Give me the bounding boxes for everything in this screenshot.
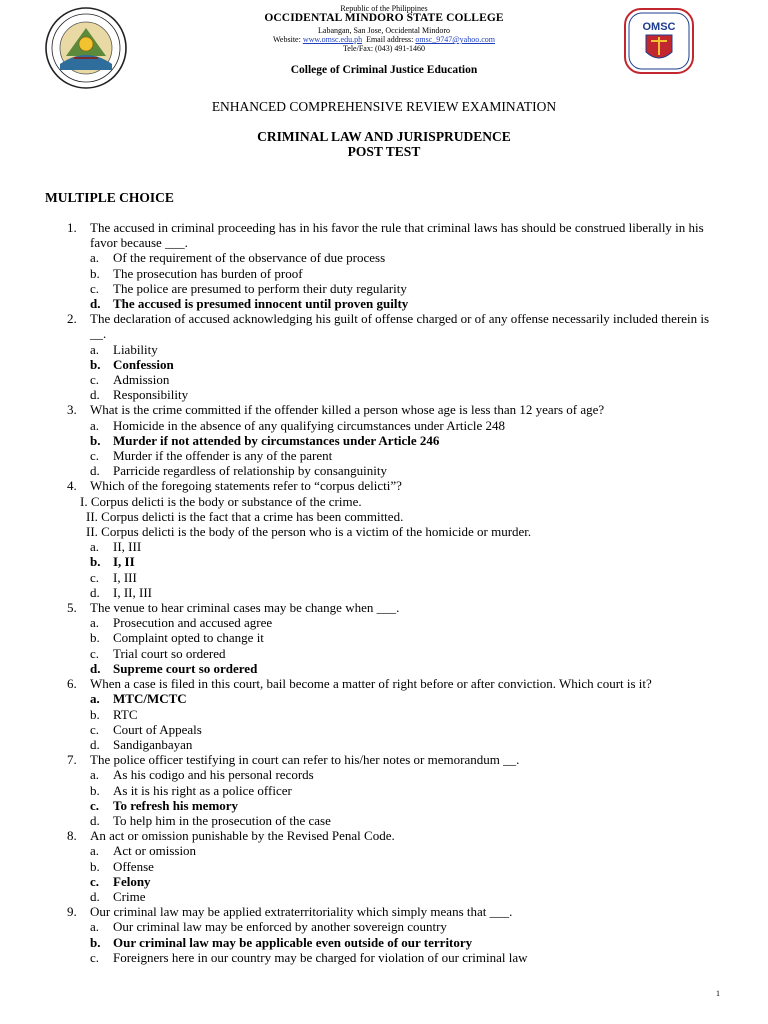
choice-text: As it is his right as a police officer xyxy=(113,782,292,798)
choice-letter: a. xyxy=(90,767,100,783)
choice-letter: b. xyxy=(90,858,100,874)
choice-text: The police are presumed to perform their duty regularity xyxy=(113,280,407,296)
svg-text:OMSC: OMSC xyxy=(642,21,676,33)
choice-letter: b. xyxy=(90,934,101,950)
choice-text: Act or omission xyxy=(113,843,197,859)
choice-letter: b. xyxy=(90,630,100,646)
website-link[interactable]: www.omsc.edu.ph xyxy=(302,35,363,44)
question-number: 2. xyxy=(67,311,77,327)
choice-item xyxy=(0,707,768,722)
choice-item-correct xyxy=(0,357,768,372)
choice-list xyxy=(0,250,768,311)
question-text: The police officer testifying in court can refer to his/her notes or memorandum __. xyxy=(90,752,520,768)
choice-letter: d. xyxy=(90,888,100,904)
choice-letter: a. xyxy=(90,417,100,433)
choice-text: Liability xyxy=(113,341,158,357)
subject-line-1: CRIMINAL LAW AND JURISPRUDENCE xyxy=(257,129,511,144)
choice-text: RTC xyxy=(113,706,138,722)
choice-item xyxy=(0,585,768,600)
choice-item-correct xyxy=(0,296,768,311)
choice-letter: d. xyxy=(90,660,101,676)
choice-letter: a. xyxy=(90,691,100,707)
choice-letter: d. xyxy=(90,812,100,828)
choice-item xyxy=(0,418,768,433)
contact-line xyxy=(150,35,618,44)
question-item xyxy=(0,600,768,676)
choice-item xyxy=(0,281,768,296)
choice-text: I, III xyxy=(113,569,137,585)
choice-text: Of the requirement of the observance of due process xyxy=(113,250,386,266)
email-link[interactable]: omsc_9747@yahoo.com xyxy=(415,35,495,44)
choice-text: To refresh his memory xyxy=(113,797,239,813)
email-label: Email address: xyxy=(366,35,414,44)
question-list xyxy=(0,220,768,965)
question-text: An act or omission punishable by the Revised Penal Code. xyxy=(90,828,395,844)
choice-item xyxy=(0,250,768,265)
choice-text: To help him in the prosecution of the case xyxy=(113,812,331,828)
choice-list xyxy=(0,691,768,752)
choice-letter: b. xyxy=(90,782,100,798)
choice-letter: c. xyxy=(90,448,100,464)
choice-item xyxy=(0,737,768,752)
choice-item xyxy=(0,646,768,661)
choice-text: MTC/MCTC xyxy=(113,691,187,707)
question-text: The declaration of accused acknowledging his guilt of offense charged or of any offense necessarily included therein is __. xyxy=(90,311,710,342)
choice-text: Supreme court so ordered xyxy=(113,660,258,676)
choice-item xyxy=(0,630,768,645)
choice-list xyxy=(0,843,768,904)
choice-item xyxy=(0,919,768,934)
website-label: Website: xyxy=(273,35,301,44)
choice-text: Murder if not attended by circumstances under Article 246 xyxy=(113,432,440,448)
choice-letter: c. xyxy=(90,721,100,737)
question-statement: I. Corpus delicti is the body or substance of the crime. xyxy=(80,493,362,509)
choice-text: Trial court so ordered xyxy=(113,645,226,661)
choice-letter: a. xyxy=(90,919,100,935)
choice-item-correct xyxy=(0,935,768,950)
question-item xyxy=(0,402,768,478)
choice-item xyxy=(0,266,768,281)
choice-text: The accused is presumed innocent until proven guilty xyxy=(113,296,409,312)
choice-item xyxy=(0,859,768,874)
choice-item xyxy=(0,843,768,858)
question-item xyxy=(0,904,768,965)
choice-text: Admission xyxy=(113,372,170,388)
choice-text: Prosecution and accused agree xyxy=(113,615,273,631)
choice-text: Court of Appeals xyxy=(113,721,202,737)
choice-text: Our criminal law may be applicable even outside of our territory xyxy=(113,934,473,950)
choice-letter: c. xyxy=(90,372,100,388)
choice-letter: b. xyxy=(90,356,101,372)
question-item xyxy=(0,311,768,402)
page-number: 1 xyxy=(716,989,720,998)
exam-title: ENHANCED COMPREHENSIVE REVIEW EXAMINATION xyxy=(211,99,557,114)
choice-item xyxy=(0,722,768,737)
choice-list xyxy=(0,539,768,600)
question-text: The venue to hear criminal cases may be change when ___. xyxy=(90,600,400,616)
choice-item xyxy=(0,570,768,585)
choice-letter: a. xyxy=(90,341,100,357)
question-number: 6. xyxy=(67,676,77,692)
question-statement: II. Corpus delicti is the body of the person who is a victim of the homicide or murder. xyxy=(86,524,532,540)
choice-letter: d. xyxy=(90,584,100,600)
choice-text: Foreigners here in our country may be charged for violation of our criminal law xyxy=(113,949,528,965)
choice-text: I, II, III xyxy=(113,584,152,600)
choice-item xyxy=(0,813,768,828)
department-name: College of Criminal Justice Education xyxy=(290,64,478,76)
question-number: 4. xyxy=(67,478,77,494)
choice-item xyxy=(0,783,768,798)
question-text: What is the crime committed if the offender killed a person whose age is less than 12 years of age? xyxy=(90,402,605,418)
choice-item-correct xyxy=(0,798,768,813)
college-name: OCCIDENTAL MINDORO STATE COLLEGE xyxy=(264,12,504,24)
choice-text: I, II xyxy=(113,554,135,570)
college-seal-logo xyxy=(44,6,128,90)
choice-list xyxy=(0,342,768,403)
choice-item xyxy=(0,889,768,904)
choice-list xyxy=(0,767,768,828)
choice-text: Confession xyxy=(113,356,174,372)
question-item xyxy=(0,828,768,904)
question-statement: II. Corpus delicti is the fact that a crime has been committed. xyxy=(86,508,404,524)
choice-letter: c. xyxy=(90,949,100,965)
telfax-line: Tele/Fax: (043) 491-1460 xyxy=(342,44,426,53)
choice-item-correct xyxy=(0,691,768,706)
question-text: Which of the foregoing statements refer to “corpus delicti”? xyxy=(90,478,402,494)
choice-letter: d. xyxy=(90,296,101,312)
choice-letter: c. xyxy=(90,645,100,661)
question-text: When a case is filed in this court, bail become a matter of right before or after conviction. Which court is it? xyxy=(90,676,652,692)
choice-letter: a. xyxy=(90,843,100,859)
choice-letter: b. xyxy=(90,554,101,570)
republic-line: Republic of the Philippines xyxy=(340,4,428,13)
choice-list xyxy=(0,418,768,479)
choice-text: Sandiganbayan xyxy=(113,736,193,752)
choice-text: Felony xyxy=(113,873,151,889)
choice-item xyxy=(0,342,768,357)
choice-text: Offense xyxy=(113,858,154,874)
choice-text: Our criminal law may be enforced by another sovereign country xyxy=(113,919,447,935)
choice-letter: b. xyxy=(90,432,101,448)
choice-text: Complaint opted to change it xyxy=(113,630,264,646)
question-item xyxy=(0,676,768,752)
choice-letter: b. xyxy=(90,265,100,281)
question-number: 3. xyxy=(67,402,77,418)
choice-text: Murder if the offender is any of the parent xyxy=(113,448,333,464)
choice-letter: a. xyxy=(90,615,100,631)
choice-text: II, III xyxy=(113,539,142,555)
choice-letter: a. xyxy=(90,250,100,266)
section-title: MULTIPLE CHOICE xyxy=(45,190,174,205)
choice-letter: c. xyxy=(90,280,100,296)
question-number: 7. xyxy=(67,752,77,768)
subject-title xyxy=(0,129,768,159)
choice-list xyxy=(0,615,768,676)
choice-item xyxy=(0,387,768,402)
question-number: 5. xyxy=(67,600,77,616)
choice-letter: d. xyxy=(90,463,100,479)
choice-item-correct xyxy=(0,554,768,569)
choice-list xyxy=(0,919,768,965)
question-item xyxy=(0,752,768,828)
choice-letter: b. xyxy=(90,706,100,722)
choice-item-correct xyxy=(0,661,768,676)
choice-letter: c. xyxy=(90,797,100,813)
choice-item-correct xyxy=(0,433,768,448)
subject-line-2: POST TEST xyxy=(347,144,421,159)
choice-text: Homicide in the absence of any qualifying circumstances under Article 248 xyxy=(113,417,506,433)
question-text: The accused in criminal proceeding has in his favor the rule that criminal laws has should be construed liberally in his favor because ___. xyxy=(90,220,704,251)
question-number: 9. xyxy=(67,904,77,920)
choice-item xyxy=(0,615,768,630)
question-number: 8. xyxy=(67,828,77,844)
choice-text: The prosecution has burden of proof xyxy=(113,265,303,281)
choice-item xyxy=(0,539,768,554)
question-number: 1. xyxy=(67,220,77,235)
question-item xyxy=(0,220,768,311)
choice-item xyxy=(0,372,768,387)
choice-item xyxy=(0,767,768,782)
choice-text: Crime xyxy=(113,888,146,904)
choice-text: As his codigo and his personal records xyxy=(113,767,314,783)
choice-item xyxy=(0,950,768,965)
choice-item xyxy=(0,448,768,463)
choice-letter: c. xyxy=(90,873,100,889)
choice-text: Parricide regardless of relationship by consanguinity xyxy=(113,463,388,479)
question-text: Our criminal law may be applied extraterritoriality which simply means that ___. xyxy=(90,904,513,920)
choice-letter: a. xyxy=(90,539,100,555)
omsc-shield-logo xyxy=(624,8,694,74)
choice-letter: d. xyxy=(90,736,100,752)
question-item xyxy=(0,478,768,600)
choice-text: Responsibility xyxy=(113,387,189,403)
choice-letter: c. xyxy=(90,569,100,585)
choice-item-correct xyxy=(0,874,768,889)
choice-item xyxy=(0,463,768,478)
choice-letter: d. xyxy=(90,387,100,403)
college-address: Labangan, San Jose, Occidental Mindoro xyxy=(318,26,450,35)
